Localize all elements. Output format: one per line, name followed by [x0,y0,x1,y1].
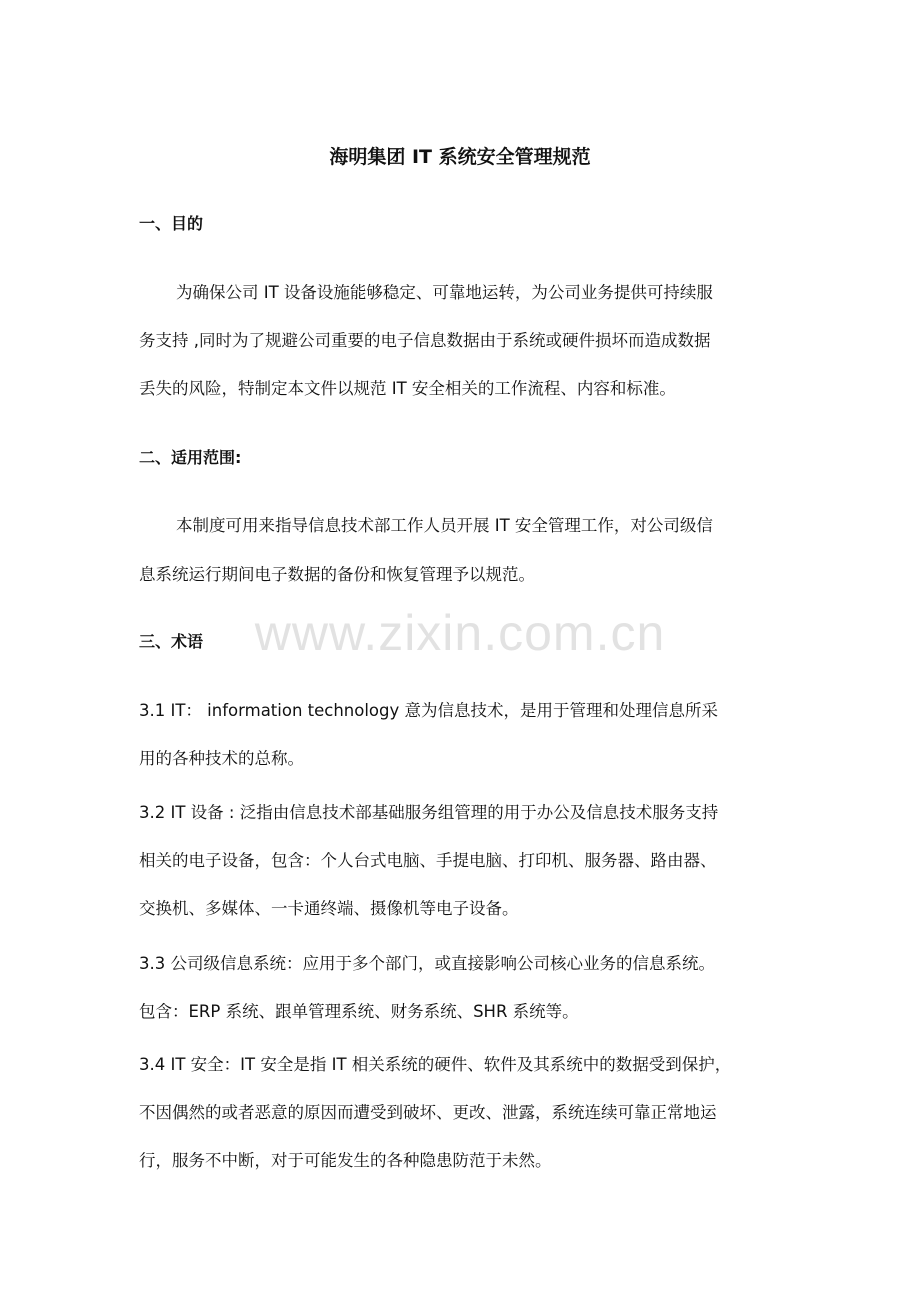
section-heading-scope: 二、适用范围: [139,448,242,467]
term-line: 不因偶然的或者恶意的原因而遭受到破坏、更改、泄露，系统连续可靠正常地运 [139,1103,717,1122]
term-line: 3.1 IT： information technology 意为信息技术，是用于管理和处理信息所采 [139,701,719,720]
document-title: 海明集团 IT 系统安全管理规范 [329,146,591,168]
paragraph-line: 丢失的风险，特制定本文件以规范 IT 安全相关的工作流程、内容和标准。 [139,379,676,398]
term-line: 包含：ERP 系统、跟单管理系统、财务系统、SHR 系统等。 [139,1002,579,1021]
watermark: www.zixin.com.cn [254,605,666,661]
section-heading-terms: 三、术语 [139,632,204,651]
term-line: 相关的电子设备，包含：个人台式电脑、手提电脑、打印机、服务器、路由器、 [139,851,717,870]
term-line: 3.2 IT 设备 : 泛指由信息技术部基础服务组管理的用于办公及信息技术服务支持 [139,803,719,822]
term-line: 行，服务不中断，对于可能发生的各种隐患防范于未然。 [139,1151,552,1170]
paragraph-line: 本制度可用来指导信息技术部工作人员开展 IT 安全管理工作，对公司级信 [176,516,713,535]
paragraph-line: 为确保公司 IT 设备设施能够稳定、可靠地运转，为公司业务提供可持续服 [176,283,713,302]
section-heading-purpose: 一、目的 [139,214,204,233]
paragraph-line: 息系统运行期间电子数据的备份和恢复管理予以规范。 [139,565,535,584]
paragraph-line: 务支持 ,同时为了规避公司重要的电子信息数据由于系统或硬件损坏而造成数据 [139,331,711,350]
term-line: 用的各种技术的总称。 [139,749,304,768]
term-line: 3.4 IT 安全：IT 安全是指 IT 相关系统的硬件、软件及其系统中的数据受到保护， [139,1055,732,1074]
term-line: 交换机、多媒体、一卡通终端、摄像机等电子设备。 [139,899,519,918]
term-line: 3.3 公司级信息系统：应用于多个部门，或直接影响公司核心业务的信息系统。 [139,954,715,973]
